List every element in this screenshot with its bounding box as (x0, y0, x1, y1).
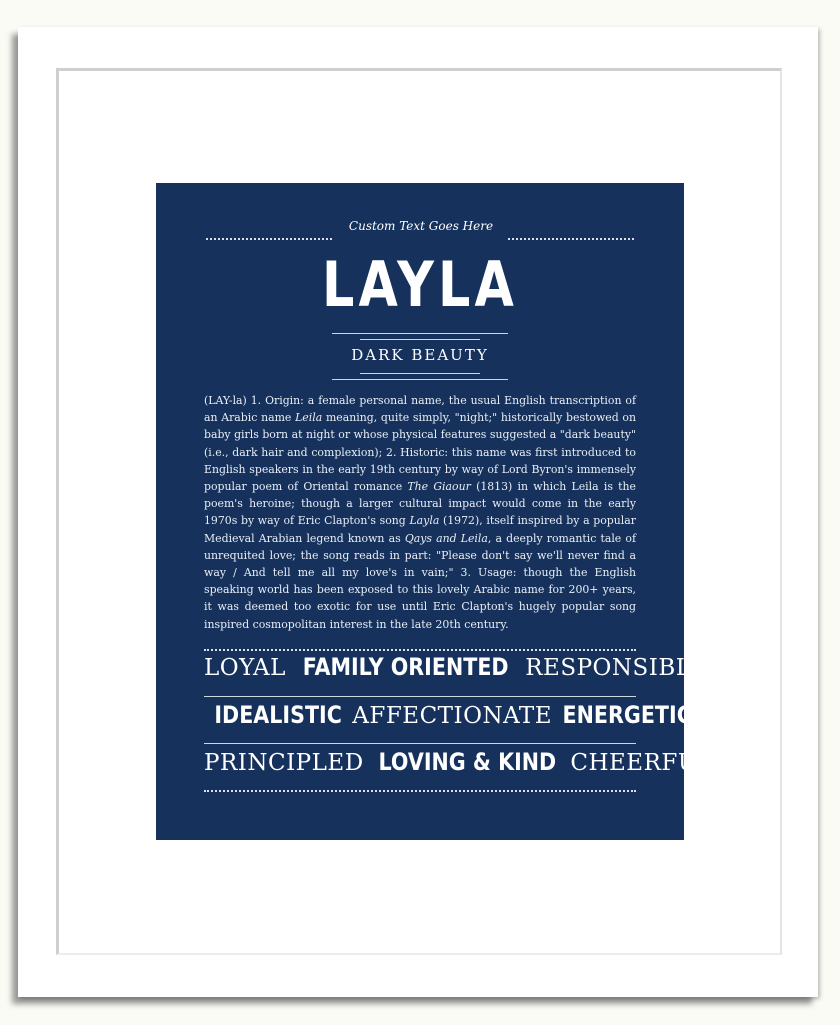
name-print (156, 183, 714, 840)
trait: LOVING & KIND (378, 748, 556, 776)
trait: IDEALISTIC (214, 701, 342, 729)
meaning-rule-top-2 (360, 339, 480, 340)
traits-row-2 (204, 701, 692, 741)
name-title: LAYLA (322, 248, 518, 321)
traits-dotted-line-top (204, 649, 636, 651)
meaning-rule-bottom-2 (332, 379, 508, 380)
trait: RESPONSIBLE (525, 655, 709, 681)
trait: AFFECTIONATE (352, 703, 553, 729)
traits-row-3 (204, 748, 714, 788)
name-description: (LAY-la) 1. Origin: a female personal name, the usual English transcription of an Arabic name Leila meaning, quite simply, "night;" historically bestowed on baby girls born at night or whose physical features suggested a "dark beauty" (i.e., dark hair and complexion); 2. Historic: this name was first introduced to English speakers in the early 19th century by way of Lord Byron's immensely popular poem of Oriental romance The Giaour (1813) in which Leila is the poem's heroine; though a larger cultural impact would come in the early 1970s by way of Eric Clapton's song Layla (1972), itself inspired by a popular Medieval Arabian legend known as Qays and Leila, a deeply romantic tale of unrequited love; the song reads in part: "Please don't say we'll never find a way / And tell me all my love's in vain;" 3. Usage: though the English speaking world has been exposed to this lovely Arabic name for 200+ years, it was deemed too exotic for use until Eric Clapton's hugely popular song inspired cosmopolitan interest in the late 20th century. (204, 394, 637, 631)
custom-text: Custom Text Goes Here (348, 219, 494, 233)
traits-divider-1 (204, 696, 636, 697)
name-meaning: DARK BEAUTY (351, 346, 489, 364)
traits-divider-2 (204, 743, 636, 744)
meaning-rule-top-1 (332, 333, 508, 334)
traits-dotted-line-bottom (204, 790, 636, 792)
traits-row-1 (204, 653, 709, 693)
header-dotted-line-right (508, 238, 634, 240)
trait: FAMILY ORIENTED (302, 653, 509, 681)
trait: LOYAL (204, 655, 286, 681)
header-dotted-line-left (206, 238, 332, 240)
trait: CHEERFUL (570, 750, 714, 776)
trait: PRINCIPLED (204, 750, 364, 776)
meaning-rule-bottom-1 (360, 373, 480, 374)
trait: ENERGETIC (562, 701, 692, 729)
